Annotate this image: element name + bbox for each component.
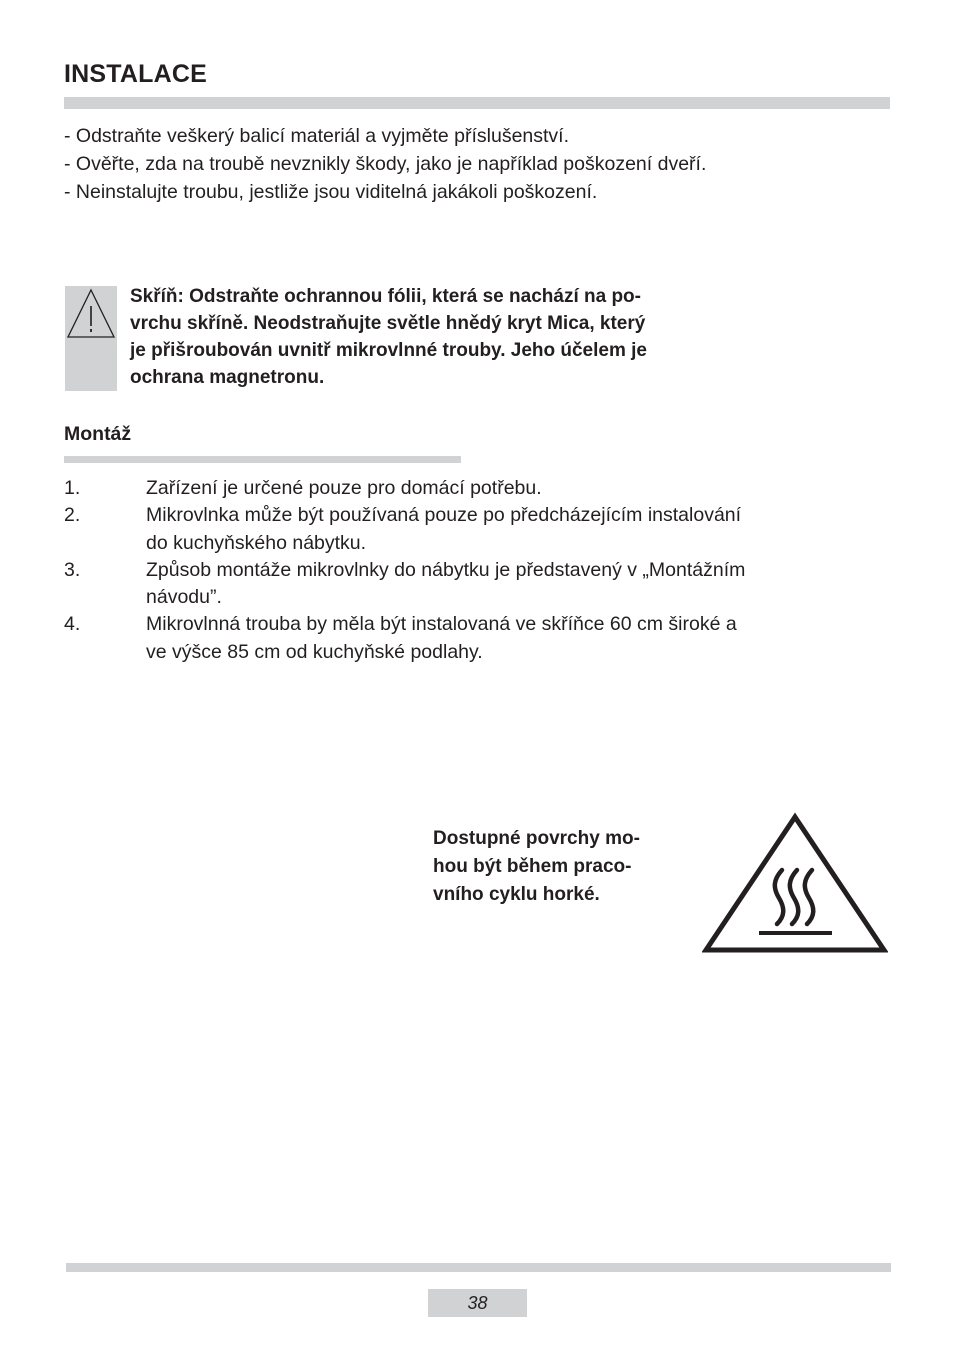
hot-surface-line: vního cyklu horké. [433,884,600,905]
page-number: 38 [428,1289,527,1317]
step-text: Mikrovlnka může být používaná pouze po předcházejícím instalování [146,504,742,527]
section-divider [64,456,461,463]
intro-line: - Neinstalujte troubu, jestliže jsou viditelná jakákoli poškození. [64,181,598,203]
intro-line: - Odstraňte veškerý balicí materiál a vyjměte příslušenství. [64,125,570,147]
warning-text [130,283,647,391]
intro-line: - Ověřte, zda na troubě nevznikly škody, jako je například poškození dveří. [64,153,707,175]
step-number: 2. [64,504,81,527]
hot-surface-text [433,825,640,909]
step-text: do kuchyňského nábytku. [146,531,367,554]
warning-triangle-icon [65,286,117,340]
hot-surface-line: hou být během praco- [433,856,632,877]
footer-divider [66,1263,891,1272]
intro-list [64,122,706,206]
step-number: 4. [64,613,81,636]
warning-line: Skříň: Odstraňte ochrannou fólii, která se nachází na po- [130,286,641,307]
step-text: Zařízení je určené pouze pro domácí potřebu. [146,477,542,499]
mounting-steps [64,475,864,666]
warning-icon-box [65,286,117,391]
step-item [64,502,864,557]
warning-line: ochrana magnetronu. [130,367,325,388]
warning-line: je přišroubován uvnitř mikrovlnné trouby. Jeho účelem je [130,340,647,361]
section-heading: Montáž [64,423,132,445]
step-item [64,557,864,612]
warning-line: vrchu skříně. Neodstraňujte světle hnědý kryt Mica, který [130,313,646,334]
page-title: INSTALACE [64,60,207,88]
step-text: Způsob montáže mikrovlnky do nábytku je představený v „Montážním [146,558,746,581]
step-item [64,475,864,502]
step-text: ve výšce 85 cm od kuchyňské podlahy. [146,640,483,663]
title-divider [64,97,890,109]
hot-surface-warning-icon [702,812,888,954]
step-number: 1. [64,477,81,499]
step-text: návodu”. [146,586,222,609]
step-text: Mikrovlnná trouba by měla být instalovaná ve skříňce 60 cm široké a [146,613,737,636]
step-number: 3. [64,558,81,581]
step-item [64,611,864,666]
hot-surface-line: Dostupné povrchy mo- [433,828,640,849]
